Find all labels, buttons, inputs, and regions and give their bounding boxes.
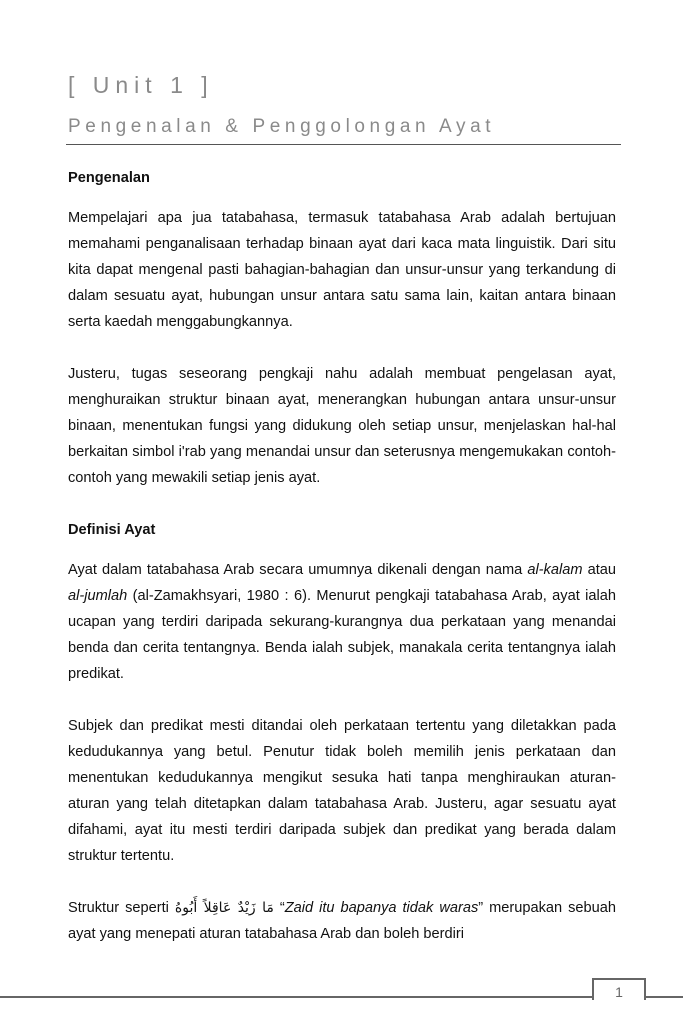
paragraph-pengenalan-1: Mempelajari apa jua tatabahasa, termasuk tatabahasa Arab adalah bertujuan memahami penganalisaan terhadap binaan ayat dari kaca mata linguistik. Dari situ kita dapat mengenal pasti bahagian-bahagian dan unsur-unsur yang terkandung di dalam sesuatu ayat, hubungan unsur antara satu sama lain, kaitan antara binaan serta kaedah menggabungkannya. [68,210,616,330]
example-translation: Zaid itu bapanya tidak waras [284,900,479,916]
footer-rule-right [644,996,683,998]
text-segment: “ [273,900,285,916]
page-number-box [592,978,646,1000]
section-heading-definisi: Definisi Ayat [68,522,156,538]
term-al-jumlah: al-jumlah [68,588,128,604]
text-segment: (al-Zamakhsyari, 1980 : 6). Menurut pengkaji tatabahasa Arab, ayat ialah ucapan yang terdiri daripada sekurang-kurangnya dua perkataan yang menandai benda dan cerita tentangnya. Benda ialah subjek, manakala cerita tentangnya ialah predikat. [68,588,616,682]
text-segment: ” merupakan sebuah ayat yang menepati aturan tatabahasa Arab dan boleh berdiri [68,900,617,942]
text-segment: Struktur seperti [68,900,175,916]
unit-subtitle: Pengenalan & Penggolongan Ayat [68,116,496,137]
arabic-example: مَا زَيْدٌ عَاقِلاً أَبُوهُ [174,900,274,916]
text-segment: atau [582,562,616,578]
paragraph-definisi-2: Subjek dan predikat mesti ditandai oleh perkataan tertentu yang diletakkan pada kedudukannya yang betul. Penutur tidak boleh memilih jenis perkataan dan menentukan kedudukannya mengikut sesuka hati tanpa menghiraukan aturan-aturan yang telah ditetapkan dalam tatabahasa Arab. Justeru, agar sesuatu ayat difahami, ayat itu mesti terdiri daripada subjek dan predikat yang berada dalam struktur tertentu. [68,718,616,864]
section-heading-pengenalan: Pengenalan [68,170,150,186]
paragraph-pengenalan-2: Justeru, tugas seseorang pengkaji nahu adalah membuat pengelasan ayat, menghuraikan struktur binaan ayat, menerangkan hubungan antara unsur-unsur binaan, menentukan fungsi yang didukung oleh setiap unsur, menjelaskan hal-hal berkaitan simbol i'rab yang menandai unsur dan seterusnya mengemukakan contoh-contoh yang mewakili setiap jenis ayat. [68,366,616,486]
paragraph-definisi-3 [68,895,616,947]
footer-rule-left [0,996,592,998]
header-divider [66,144,621,145]
term-al-kalam: al-kalam [527,562,583,578]
paragraph-definisi-1 [68,557,616,687]
text-segment: Ayat dalam tatabahasa Arab secara umumnya dikenali dengan nama [68,562,528,578]
unit-title: [ Unit 1 ] [68,72,214,98]
document-body [68,165,616,973]
page-number: 1 [615,984,623,1000]
